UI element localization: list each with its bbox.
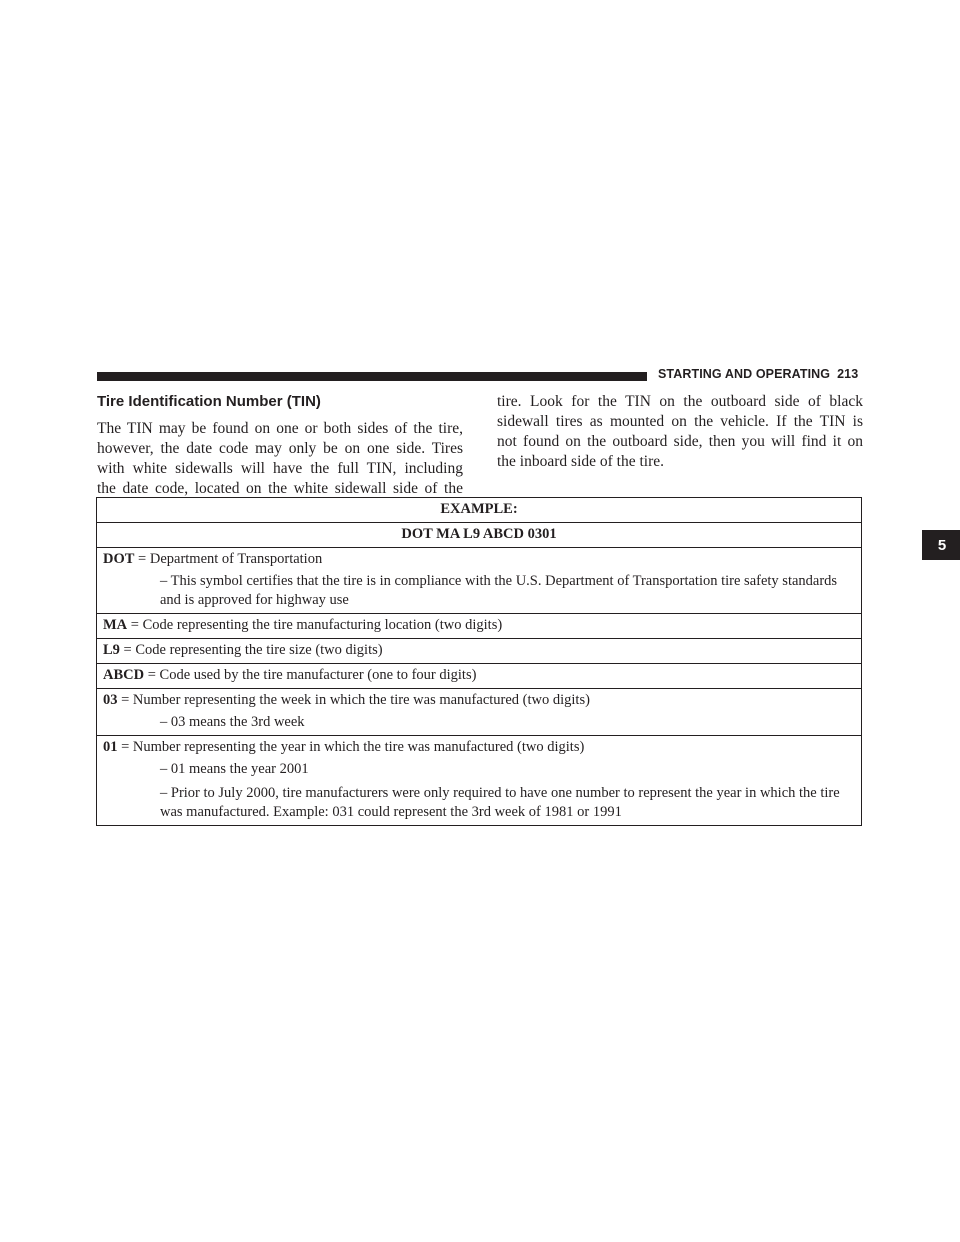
code-label: L9 (103, 642, 120, 658)
code-description: = Code representing the tire size (two digits) (119, 642, 383, 658)
code-description: = Code representing the tire manufacturing location (two digits) (127, 617, 503, 633)
example-code: DOT MA L9 ABCD 0301 (97, 522, 861, 547)
code-label: 01 (103, 739, 118, 755)
table-row (97, 688, 861, 735)
section-title: Tire Identification Number (TIN) (97, 393, 321, 410)
code-label: MA (103, 617, 128, 633)
header-rule (97, 372, 647, 381)
text-line: The TIN may be found on one or both sides of the tire, (97, 420, 463, 437)
table-row (97, 638, 861, 663)
page-number: 213 (837, 367, 859, 381)
tin-example-table (96, 497, 862, 826)
row-note: – This symbol certifies that the tire is in compliance with the U.S. Department of Transportation tire safety standards and is approved for highway use (160, 573, 838, 608)
text-line: with white sidewalls will have the full TIN, including (97, 460, 463, 477)
code-description: = Number representing the year in which the tire was manufactured (two digits) (117, 739, 585, 755)
code-description: = Department of Transportation (134, 551, 323, 567)
code-label: ABCD (103, 667, 145, 683)
table-row (97, 735, 861, 825)
chapter-tab: 5 (922, 530, 960, 560)
code-description: = Code used by the tire manufacturer (one to four digits) (144, 667, 477, 683)
text-line: the date code, located on the white sidewall side of the (97, 480, 463, 497)
text-line: not found on the outboard side, then you will find it on (497, 433, 863, 450)
text-line: sidewall tires as mounted on the vehicle. If the TIN is (497, 413, 863, 430)
text-line: however, the date code may only be on one side. Tires (97, 440, 463, 457)
table-row (97, 663, 861, 688)
text-line: tire. Look for the TIN on the outboard side of black (497, 393, 863, 410)
row-note: – 01 means the year 2001 (160, 761, 309, 777)
row-note: – 03 means the 3rd week (160, 714, 305, 730)
body-paragraph-left (97, 419, 463, 499)
header-section-title: STARTING AND OPERATING (658, 367, 831, 381)
table-heading: EXAMPLE: (440, 501, 518, 517)
code-label: 03 (103, 692, 118, 708)
code-description: = Number representing the week in which the tire was manufactured (two digits) (117, 692, 590, 708)
body-paragraph-right (497, 392, 863, 472)
code-label: DOT (103, 551, 135, 567)
row-note: – Prior to July 2000, tire manufacturers were only required to have one number to represent the year in which the tire was manufactured. Example: 031 could represent the 3rd week of 1981 or 1991 (160, 785, 840, 820)
table-row (97, 547, 861, 613)
running-header (658, 367, 858, 381)
table-row (97, 613, 861, 638)
text-line: the inboard side of the tire. (497, 453, 665, 470)
